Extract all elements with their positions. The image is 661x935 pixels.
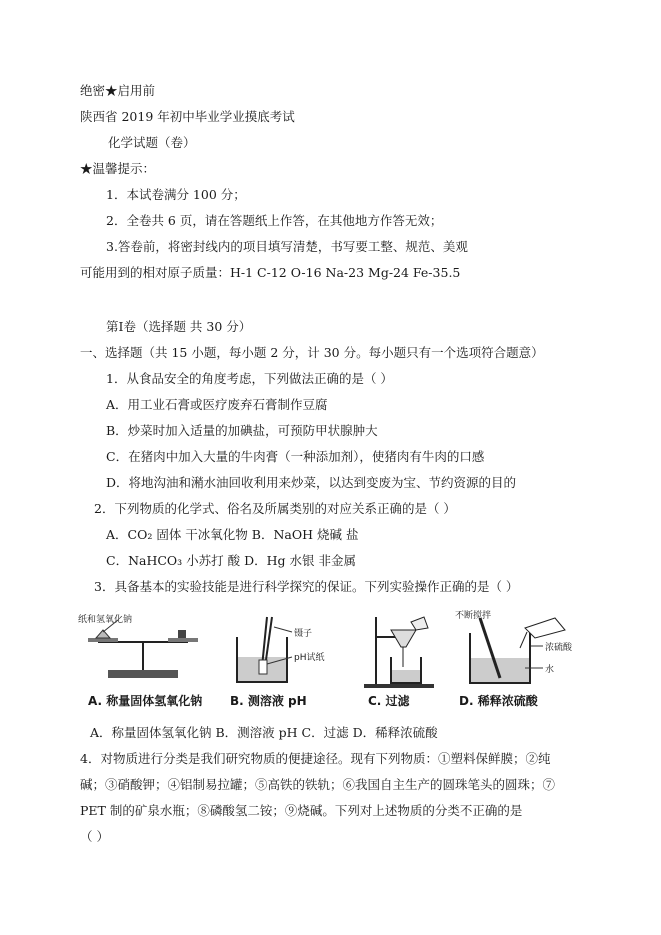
figure-a-label: A. 称量固体氢氧化钠 (88, 694, 203, 708)
tip-2: 2．全卷共 6 页，请在答题纸上作答，在其他地方作答无效； (106, 213, 443, 228)
q2-stem: 2．下列物质的化学式、俗名及所属类别的对应关系正确的是（ ） (94, 501, 456, 516)
q1-option-b: B．炒菜时加入适量的加碘盐，可预防甲状腺肿大 (106, 423, 378, 438)
figure-b-ph-test (222, 612, 342, 712)
figure-d-annotation-acid: 浓硫酸 (545, 643, 573, 653)
figure-b-label: B. 测溶液 pH (230, 694, 307, 708)
q1-option-c: C．在猪肉中加入大量的牛肉膏（一种添加剂），使猪肉有牛肉的口感 (106, 449, 485, 464)
q4-line-2: 碱；③硝酸钾；④铝制易拉罐；⑤高铁的铁轨；⑥我国自主生产的圆珠笔头的圆珠；⑦ (80, 777, 556, 792)
q3-stem: 3．具备基本的实验技能是进行科学探究的保证。下列实验操作正确的是（ ） (94, 579, 519, 594)
atomic-mass-line: 可能用到的相对原子质量：H-1 C-12 O-16 Na-23 Mg-24 Fe-35.5 (80, 265, 461, 280)
section-title: 第Ⅰ卷（选择题 共 30 分） (106, 319, 252, 334)
figure-c-filtration (356, 612, 456, 712)
figure-a-balance (78, 612, 208, 712)
q1-option-a: A．用工业石膏或医疗废弃石膏制作豆腐 (106, 397, 328, 412)
q4-line-3: PET 制的矿泉水瓶；⑧磷酸氢二铵；⑨烧碱。下列对上述物质的分类不正确的是 (80, 803, 523, 818)
figure-d-dilution (455, 608, 585, 712)
tip-1: 1．本试卷满分 100 分； (106, 187, 246, 202)
figure-c-label: C. 过滤 (368, 694, 410, 708)
figure-d-annotation-water: 水 (545, 665, 555, 675)
figure-d-annotation-stir: 不断搅拌 (455, 611, 492, 621)
q4-line-4: （ ） (80, 829, 109, 844)
figure-a-annotation-paper: 纸和氢氧化钠 (78, 615, 133, 625)
q2-options-row1: A．CO₂ 固体 干冰氧化物 B．NaOH 烧碱 盐 (106, 527, 359, 542)
exam-title: 陕西省 2019 年初中毕业学业摸底考试 (80, 109, 295, 124)
tips-title: ★温馨提示： (80, 161, 156, 176)
section-instruction: 一、选择题（共 15 小题，每小题 2 分，计 30 分。每小题只有一个选项符合题意） (80, 345, 544, 360)
confidential-label: 绝密★启用前 (80, 83, 156, 98)
q3-options: A．称量固体氢氧化钠 B．测溶液 pH C．过滤 D．稀释浓硫酸 (90, 725, 438, 740)
figure-b-annotation-tweezers: 镊子 (294, 629, 313, 639)
tip-3: 3.答卷前，将密封线内的项目填写清楚，书写要工整、规范、美观 (106, 239, 468, 254)
q2-options-row2: C．NaHCO₃ 小苏打 酸 D．Hg 水银 非金属 (106, 553, 356, 568)
subject-title: 化学试题（卷） (108, 135, 196, 150)
q1-stem: 1．从食品安全的角度考虑，下列做法正确的是（ ） (106, 371, 393, 386)
q4-line-1: 4．对物质进行分类是我们研究物质的便捷途径。现有下列物质：①塑料保鲜膜；②纯 (80, 751, 551, 766)
q1-option-d: D．将地沟油和潲水油回收利用来炒菜，以达到变废为宝、节约资源的目的 (106, 475, 517, 490)
figure-b-annotation-ph-paper: pH试纸 (294, 653, 325, 663)
figure-d-label: D. 稀释浓硫酸 (459, 694, 538, 708)
